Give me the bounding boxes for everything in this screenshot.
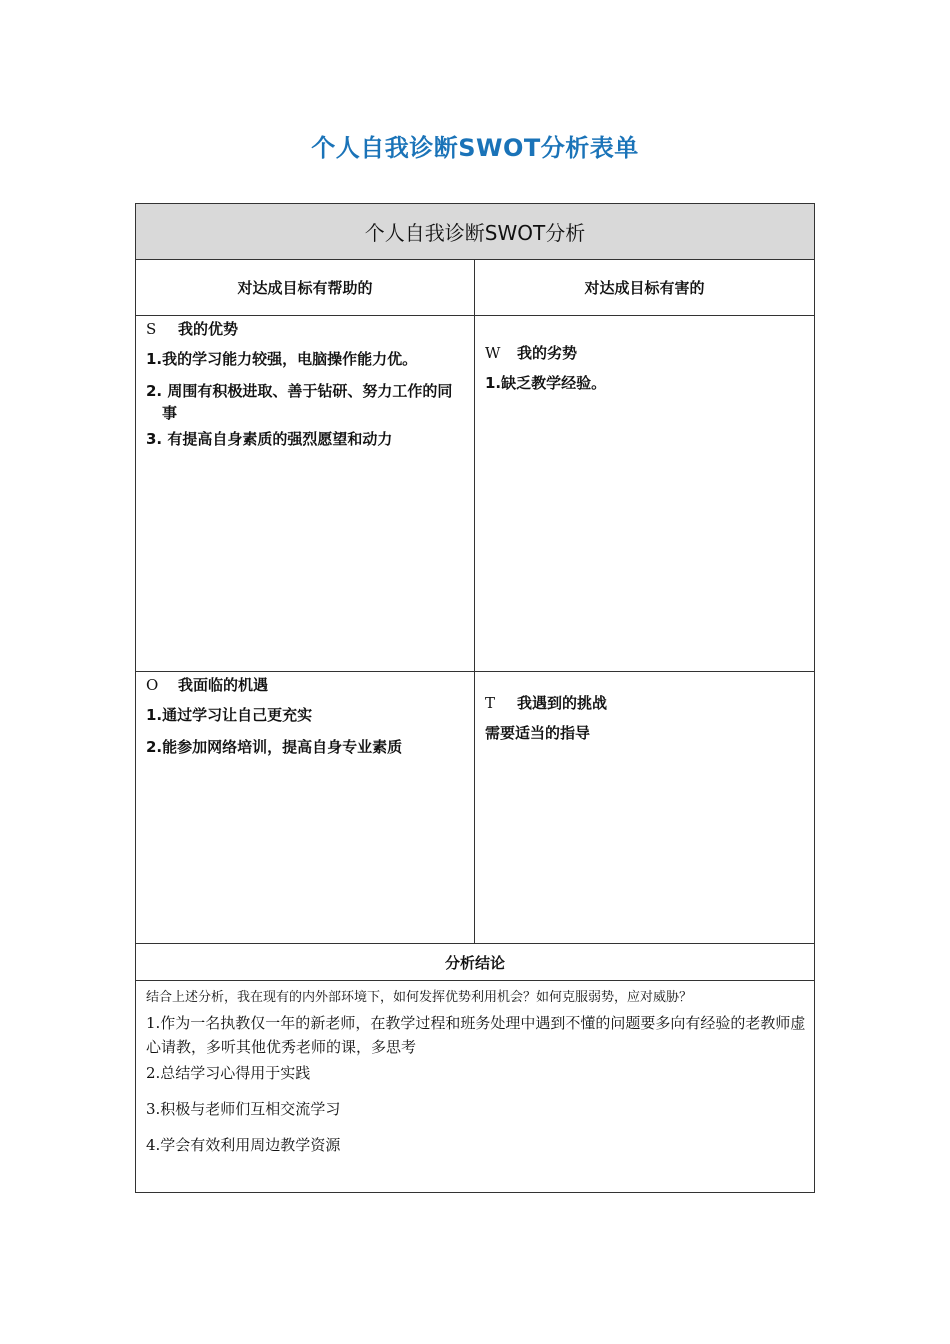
column-header-row (136, 260, 814, 316)
strengths-heading (146, 318, 466, 340)
weaknesses-title: 我的劣势 (517, 344, 578, 362)
strengths-title: 我的优势 (178, 320, 239, 338)
conclusion-body (136, 981, 814, 1192)
column-header-helpful: 对达成目标有帮助的 (136, 260, 475, 315)
conclusion-item: 1.作为一名执教仅一年的新老师，在教学过程和班务处理中遇到不懂的问题要多向有经验的老教师虚心请教，多听其他优秀老师的课，多思考 (146, 1014, 806, 1056)
strength-item: 3. 有提高自身素质的强烈愿望和动力 (146, 430, 393, 448)
opportunities-heading (146, 674, 466, 696)
strength-item: 2. 周围有积极进取、善于钻研、努力工作的同事 (146, 382, 453, 422)
threat-item: 需要适当的指导 (485, 724, 591, 742)
conclusion-item: 2.总结学习心得用于实践 (146, 1064, 311, 1082)
threats-letter: T (485, 694, 496, 712)
document-title: 个人自我诊断SWOT分析表单 (311, 134, 639, 162)
opportunity-item: 2.能参加网络培训，提高自身专业素质 (146, 738, 403, 756)
swot-table (135, 203, 815, 1193)
threats-title: 我遇到的挑战 (517, 694, 608, 712)
strengths-letter: S (146, 320, 157, 338)
threats-heading (485, 692, 806, 714)
table-header: 个人自我诊断SWOT分析 (136, 204, 814, 260)
conclusion-item: 4.学会有效利用周边教学资源 (146, 1136, 341, 1154)
swot-row-external (136, 672, 814, 944)
strengths-quadrant (136, 316, 475, 671)
opportunities-title: 我面临的机遇 (178, 676, 269, 694)
conclusion-question: 结合上述分析，我在现有的内外部环境下，如何发挥优势利用机会？如何克服弱势，应对威胁？ (146, 990, 693, 1005)
weaknesses-quadrant (475, 316, 814, 671)
opportunity-item: 1.通过学习让自己更充实 (146, 706, 313, 724)
column-header-harmful: 对达成目标有害的 (584, 279, 705, 297)
conclusion-item: 3.积极与老师们互相交流学习 (146, 1100, 341, 1118)
opportunities-letter: O (146, 676, 159, 694)
strength-item: 1.我的学习能力较强，电脑操作能力优。 (146, 350, 418, 368)
weakness-item: 1.缺乏教学经验。 (485, 374, 607, 392)
threats-quadrant (475, 672, 814, 943)
weaknesses-heading (485, 342, 806, 364)
opportunities-quadrant (136, 672, 475, 943)
swot-row-internal (136, 316, 814, 672)
conclusion-header: 分析结论 (136, 944, 814, 981)
weaknesses-letter: W (485, 344, 501, 362)
